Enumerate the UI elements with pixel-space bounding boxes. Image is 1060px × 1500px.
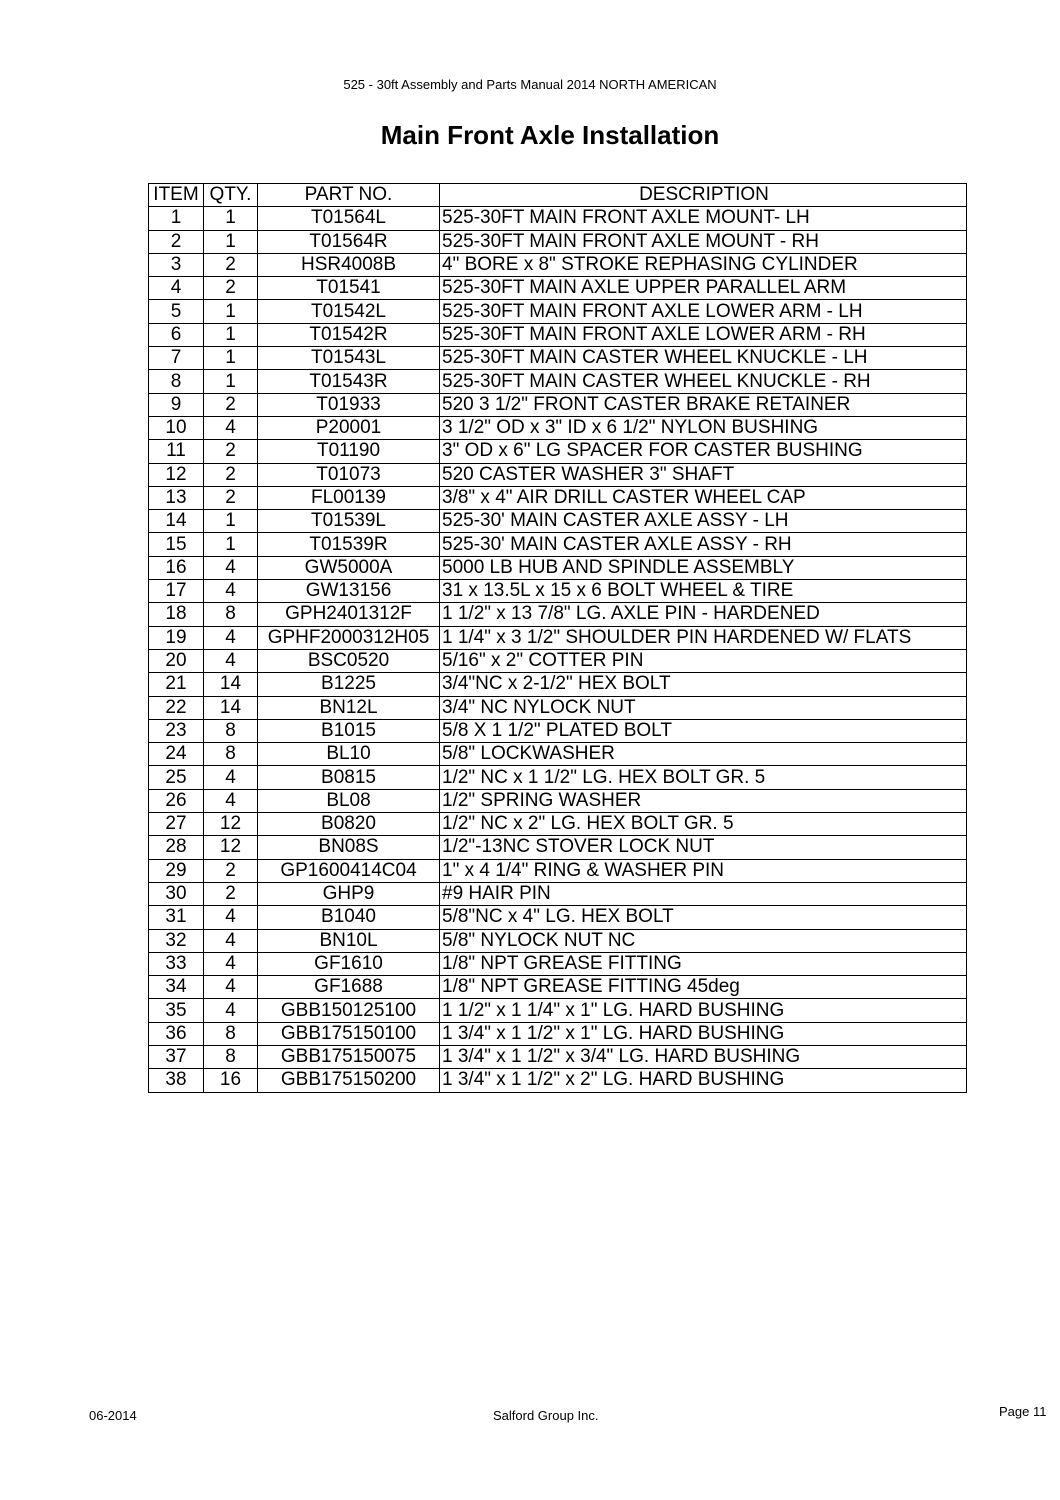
description-cell: 1 1/2" x 1 1/4" x 1" LG. HARD BUSHING <box>440 999 967 1022</box>
description-cell: 525-30' MAIN CASTER AXLE ASSY - LH <box>440 510 967 533</box>
item-cell: 23 <box>149 719 204 742</box>
description-cell: 525-30FT MAIN FRONT AXLE LOWER ARM - RH <box>440 323 967 346</box>
qty-cell: 1 <box>204 370 258 393</box>
table-row <box>149 370 967 393</box>
parts-table-header <box>149 184 967 207</box>
table-row <box>149 486 967 509</box>
item-cell: 13 <box>149 486 204 509</box>
qty-cell: 2 <box>204 253 258 276</box>
description-cell: 5/16" x 2" COTTER PIN <box>440 649 967 672</box>
qty-cell: 4 <box>204 906 258 929</box>
item-cell: 14 <box>149 510 204 533</box>
item-cell: 18 <box>149 603 204 626</box>
item-cell: 11 <box>149 440 204 463</box>
part-no-cell: T01539R <box>258 533 440 556</box>
description-cell: 1/2"-13NC STOVER LOCK NUT <box>440 836 967 859</box>
qty-cell: 2 <box>204 486 258 509</box>
qty-cell: 4 <box>204 789 258 812</box>
description-cell: 525-30FT MAIN FRONT AXLE MOUNT - RH <box>440 230 967 253</box>
description-cell: 5000 LB HUB AND SPINDLE ASSEMBLY <box>440 556 967 579</box>
part-no-cell: T01543R <box>258 370 440 393</box>
item-cell: 4 <box>149 277 204 300</box>
item-cell: 20 <box>149 649 204 672</box>
part-no-cell: GBB175150100 <box>258 1022 440 1045</box>
qty-cell: 4 <box>204 952 258 975</box>
item-cell: 34 <box>149 976 204 999</box>
part-no-cell: T01542R <box>258 323 440 346</box>
description-cell: 1 3/4" x 1 1/2" x 3/4" LG. HARD BUSHING <box>440 1045 967 1068</box>
qty-cell: 4 <box>204 976 258 999</box>
table-row <box>149 673 967 696</box>
description-cell: 3" OD x 6" LG SPACER FOR CASTER BUSHING <box>440 440 967 463</box>
part-no-cell: BN10L <box>258 929 440 952</box>
table-row <box>149 556 967 579</box>
qty-cell: 2 <box>204 463 258 486</box>
table-row <box>149 1022 967 1045</box>
table-row <box>149 580 967 603</box>
part-no-cell: T01073 <box>258 463 440 486</box>
qty-cell: 12 <box>204 813 258 836</box>
footer-page-number: Page 11 <box>999 1404 1047 1419</box>
item-cell: 7 <box>149 347 204 370</box>
footer-company: Salford Group Inc. <box>493 1408 599 1423</box>
description-cell: 5/8" NYLOCK NUT NC <box>440 929 967 952</box>
part-no-cell: GBB150125100 <box>258 999 440 1022</box>
item-cell: 2 <box>149 230 204 253</box>
part-no-cell: T01190 <box>258 440 440 463</box>
qty-cell: 4 <box>204 766 258 789</box>
qty-cell: 16 <box>204 1069 258 1092</box>
item-cell: 5 <box>149 300 204 323</box>
item-cell: 26 <box>149 789 204 812</box>
part-no-cell: T01933 <box>258 393 440 416</box>
item-cell: 32 <box>149 929 204 952</box>
qty-cell: 8 <box>204 719 258 742</box>
item-cell: 38 <box>149 1069 204 1092</box>
column-header-part-no: PART NO. <box>258 184 440 207</box>
table-row <box>149 277 967 300</box>
table-row <box>149 510 967 533</box>
column-header-qty: QTY. <box>204 184 258 207</box>
item-cell: 1 <box>149 207 204 230</box>
part-no-cell: T01542L <box>258 300 440 323</box>
qty-cell: 2 <box>204 440 258 463</box>
description-cell: 525-30FT MAIN FRONT AXLE MOUNT- LH <box>440 207 967 230</box>
item-cell: 24 <box>149 743 204 766</box>
qty-cell: 1 <box>204 207 258 230</box>
part-no-cell: T01564R <box>258 230 440 253</box>
description-cell: 1/2" SPRING WASHER <box>440 789 967 812</box>
part-no-cell: B1015 <box>258 719 440 742</box>
description-cell: 1" x 4 1/4" RING & WASHER PIN <box>440 859 967 882</box>
qty-cell: 12 <box>204 836 258 859</box>
qty-cell: 14 <box>204 673 258 696</box>
part-no-cell: BL08 <box>258 789 440 812</box>
part-no-cell: T01541 <box>258 277 440 300</box>
manual-title: 525 - 30ft Assembly and Parts Manual 2014 NORTH AMERICAN <box>343 77 717 92</box>
item-cell: 10 <box>149 416 204 439</box>
qty-cell: 8 <box>204 743 258 766</box>
description-cell: 1 1/4" x 3 1/2" SHOULDER PIN HARDENED W/ FLATS <box>440 626 967 649</box>
description-cell: 3/4"NC x 2-1/2" HEX BOLT <box>440 673 967 696</box>
qty-cell: 1 <box>204 347 258 370</box>
part-no-cell: GF1688 <box>258 976 440 999</box>
qty-cell: 1 <box>204 533 258 556</box>
table-row <box>149 882 967 905</box>
part-no-cell: HSR4008B <box>258 253 440 276</box>
description-cell: 525-30FT MAIN CASTER WHEEL KNUCKLE - LH <box>440 347 967 370</box>
description-cell: 520 CASTER WASHER 3" SHAFT <box>440 463 967 486</box>
description-cell: 525-30' MAIN CASTER AXLE ASSY - RH <box>440 533 967 556</box>
part-no-cell: GPHF2000312H05 <box>258 626 440 649</box>
item-cell: 6 <box>149 323 204 346</box>
table-row <box>149 626 967 649</box>
item-cell: 36 <box>149 1022 204 1045</box>
qty-cell: 4 <box>204 929 258 952</box>
table-row <box>149 929 967 952</box>
qty-cell: 1 <box>204 230 258 253</box>
qty-cell: 2 <box>204 277 258 300</box>
part-no-cell: GHP9 <box>258 882 440 905</box>
description-cell: 1/8" NPT GREASE FITTING 45deg <box>440 976 967 999</box>
table-row <box>149 789 967 812</box>
item-cell: 28 <box>149 836 204 859</box>
qty-cell: 4 <box>204 649 258 672</box>
description-cell: 5/8" LOCKWASHER <box>440 743 967 766</box>
item-cell: 9 <box>149 393 204 416</box>
item-cell: 21 <box>149 673 204 696</box>
column-header-item: ITEM <box>149 184 204 207</box>
item-cell: 35 <box>149 999 204 1022</box>
column-header-description: DESCRIPTION <box>440 184 967 207</box>
qty-cell: 4 <box>204 999 258 1022</box>
table-row <box>149 300 967 323</box>
qty-cell: 14 <box>204 696 258 719</box>
part-no-cell: B1040 <box>258 906 440 929</box>
qty-cell: 8 <box>204 603 258 626</box>
item-cell: 27 <box>149 813 204 836</box>
table-row <box>149 999 967 1022</box>
item-cell: 31 <box>149 906 204 929</box>
qty-cell: 4 <box>204 626 258 649</box>
part-no-cell: GP1600414C04 <box>258 859 440 882</box>
part-no-cell: BSC0520 <box>258 649 440 672</box>
qty-cell: 4 <box>204 416 258 439</box>
table-row <box>149 696 967 719</box>
qty-cell: 1 <box>204 300 258 323</box>
parts-table <box>148 183 967 1093</box>
description-cell: 1 3/4" x 1 1/2" x 1" LG. HARD BUSHING <box>440 1022 967 1045</box>
qty-cell: 1 <box>204 510 258 533</box>
part-no-cell: B1225 <box>258 673 440 696</box>
table-row <box>149 533 967 556</box>
description-cell: 3/4" NC NYLOCK NUT <box>440 696 967 719</box>
table-row <box>149 743 967 766</box>
part-no-cell: GPH2401312F <box>258 603 440 626</box>
part-no-cell: BN08S <box>258 836 440 859</box>
table-row <box>149 230 967 253</box>
item-cell: 37 <box>149 1045 204 1068</box>
table-row <box>149 440 967 463</box>
item-cell: 25 <box>149 766 204 789</box>
qty-cell: 2 <box>204 393 258 416</box>
part-no-cell: BL10 <box>258 743 440 766</box>
table-row <box>149 347 967 370</box>
description-cell: 5/8"NC x 4" LG. HEX BOLT <box>440 906 967 929</box>
description-cell: 31 x 13.5L x 15 x 6 BOLT WHEEL & TIRE <box>440 580 967 603</box>
item-cell: 8 <box>149 370 204 393</box>
description-cell: 1/8" NPT GREASE FITTING <box>440 952 967 975</box>
description-cell: 3 1/2" OD x 3" ID x 6 1/2" NYLON BUSHING <box>440 416 967 439</box>
header-row <box>149 184 967 207</box>
table-row <box>149 952 967 975</box>
table-row <box>149 813 967 836</box>
part-no-cell: GBB175150075 <box>258 1045 440 1068</box>
qty-cell: 8 <box>204 1045 258 1068</box>
table-row <box>149 207 967 230</box>
table-row <box>149 766 967 789</box>
table-row <box>149 603 967 626</box>
qty-cell: 2 <box>204 882 258 905</box>
table-row <box>149 649 967 672</box>
table-row <box>149 416 967 439</box>
item-cell: 12 <box>149 463 204 486</box>
part-no-cell: B0820 <box>258 813 440 836</box>
part-no-cell: T01539L <box>258 510 440 533</box>
description-cell: 1 3/4" x 1 1/2" x 2" LG. HARD BUSHING <box>440 1069 967 1092</box>
table-row <box>149 719 967 742</box>
table-row <box>149 859 967 882</box>
part-no-cell: GW13156 <box>258 580 440 603</box>
table-row <box>149 323 967 346</box>
description-cell: 5/8 X 1 1/2" PLATED BOLT <box>440 719 967 742</box>
part-no-cell: BN12L <box>258 696 440 719</box>
part-no-cell: FL00139 <box>258 486 440 509</box>
table-row <box>149 1045 967 1068</box>
qty-cell: 2 <box>204 859 258 882</box>
item-cell: 19 <box>149 626 204 649</box>
part-no-cell: T01564L <box>258 207 440 230</box>
description-cell: 4" BORE x 8" STROKE REPHASING CYLINDER <box>440 253 967 276</box>
description-cell: 520 3 1/2" FRONT CASTER BRAKE RETAINER <box>440 393 967 416</box>
part-no-cell: P20001 <box>258 416 440 439</box>
table-row <box>149 393 967 416</box>
description-cell: 525-30FT MAIN FRONT AXLE LOWER ARM - LH <box>440 300 967 323</box>
part-no-cell: B0815 <box>258 766 440 789</box>
description-cell: 525-30FT MAIN CASTER WHEEL KNUCKLE - RH <box>440 370 967 393</box>
item-cell: 30 <box>149 882 204 905</box>
part-no-cell: GF1610 <box>258 952 440 975</box>
description-cell: #9 HAIR PIN <box>440 882 967 905</box>
item-cell: 3 <box>149 253 204 276</box>
table-row <box>149 836 967 859</box>
item-cell: 29 <box>149 859 204 882</box>
table-row <box>149 463 967 486</box>
item-cell: 22 <box>149 696 204 719</box>
description-cell: 525-30FT MAIN AXLE UPPER PARALLEL ARM <box>440 277 967 300</box>
qty-cell: 8 <box>204 1022 258 1045</box>
table-row <box>149 906 967 929</box>
qty-cell: 1 <box>204 323 258 346</box>
part-no-cell: T01543L <box>258 347 440 370</box>
description-cell: 1 1/2" x 13 7/8" LG. AXLE PIN - HARDENED <box>440 603 967 626</box>
qty-cell: 4 <box>204 556 258 579</box>
description-cell: 3/8" x 4" AIR DRILL CASTER WHEEL CAP <box>440 486 967 509</box>
description-cell: 1/2" NC x 1 1/2" LG. HEX BOLT GR. 5 <box>440 766 967 789</box>
parts-table-body <box>149 207 967 1092</box>
description-cell: 1/2" NC x 2" LG. HEX BOLT GR. 5 <box>440 813 967 836</box>
item-cell: 16 <box>149 556 204 579</box>
qty-cell: 4 <box>204 580 258 603</box>
table-row <box>149 253 967 276</box>
part-no-cell: GBB175150200 <box>258 1069 440 1092</box>
table-row <box>149 976 967 999</box>
page-title: Main Front Axle Installation <box>380 120 720 150</box>
footer-date: 06-2014 <box>89 1408 137 1423</box>
part-no-cell: GW5000A <box>258 556 440 579</box>
item-cell: 17 <box>149 580 204 603</box>
item-cell: 15 <box>149 533 204 556</box>
table-row <box>149 1069 967 1092</box>
item-cell: 33 <box>149 952 204 975</box>
